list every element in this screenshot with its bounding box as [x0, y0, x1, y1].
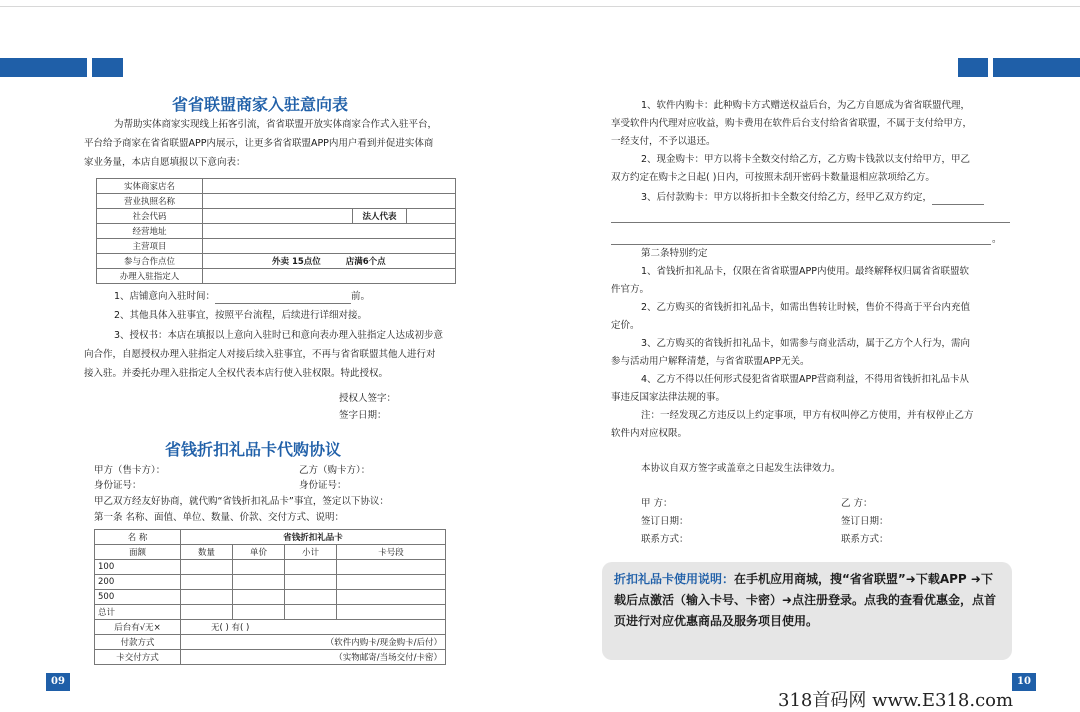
form-label: 主营项目	[97, 239, 203, 254]
legal-rep-label: 法人代表	[353, 209, 407, 224]
effective-clause: 本协议自双方签字或盖章之日起发生法律效力。	[641, 463, 841, 474]
special-term-3: 参与活动用户解释清楚，与省省联盟APP无关。	[611, 356, 810, 367]
usage-title: 折扣礼品卡使用说明：	[614, 572, 735, 586]
name-value: 省钱折扣礼品卡	[181, 530, 446, 545]
cell[interactable]	[233, 605, 285, 620]
signing-date-a: 签订日期：	[641, 516, 689, 527]
col-header: 卡号段	[337, 545, 446, 560]
total-label: 总计	[95, 605, 181, 620]
period: 。	[992, 234, 1002, 245]
usage-text: 在手机应用商城，搜“省省联盟”➜下载APP ➜下载后点激活（输入卡号、卡密）➜点注册登录。点我的查看优惠金，点首页进行对应优惠商品及服务项目使用。	[614, 572, 997, 628]
form-label: 社会代码	[97, 209, 203, 224]
payment-term-3-field[interactable]	[932, 192, 984, 205]
points-dine: 店满6个点	[345, 257, 386, 267]
payment-term-2: 2、现金购卡：甲方以将卡全数交付给乙方，乙方购卡钱款以支付给甲方，甲乙	[641, 154, 971, 165]
delivery-label: 卡交付方式	[95, 650, 181, 665]
form-label: 经营地址	[97, 224, 203, 239]
note: 注：一经发现乙方违反以上约定事项，甲方有权叫停乙方使用，并有权停止乙方	[641, 410, 974, 421]
backend-value[interactable]: 无( ) 有( )	[181, 620, 446, 635]
signature-party-a: 甲 方：	[641, 498, 673, 509]
form-field[interactable]	[203, 209, 353, 224]
amount: 500	[95, 590, 181, 605]
contact-a: 联系方式：	[641, 534, 689, 545]
entry-time-field[interactable]	[215, 291, 351, 304]
cooperation-points	[203, 254, 456, 269]
form-field[interactable]	[203, 239, 456, 254]
page-number-left: 09	[46, 673, 70, 691]
payment-term-1: 1、软件内购卡：此种购卡方式赠送权益后台，为乙方自愿成为省省联盟代理，	[641, 100, 971, 111]
form-field[interactable]	[203, 179, 456, 194]
signature-date: 签字日期：	[339, 410, 387, 421]
col-header: 单价	[233, 545, 285, 560]
item-1	[114, 291, 370, 304]
site-watermark: 318首码网 www.E318.com	[778, 690, 1014, 711]
payment-label: 付款方式	[95, 635, 181, 650]
cell[interactable]	[285, 590, 337, 605]
article-2: 第二条特别约定	[641, 248, 708, 259]
cell[interactable]	[337, 590, 446, 605]
special-term-1: 件官方。	[611, 284, 650, 295]
form-label: 办理入驻指定人	[97, 269, 203, 284]
header-bar-right	[993, 58, 1080, 77]
payment-term-1: 享受软件内代理对应收益，购卡费用在软件后台支付给省省联盟，不属于支付给甲方，	[611, 118, 973, 129]
form-field[interactable]	[203, 224, 456, 239]
contact-b: 联系方式：	[841, 534, 889, 545]
purchase-table	[94, 529, 446, 665]
id-b: 身份证号：	[299, 480, 347, 491]
page-number-right: 10	[1012, 673, 1036, 691]
form-field[interactable]	[407, 209, 456, 224]
special-term-4: 4、乙方不得以任何形式侵犯省省联盟APP营商利益，不得用省钱折扣礼品卡从	[641, 374, 970, 385]
table-row	[95, 560, 446, 575]
intro-line: 为帮助实体商家实现线上拓客引流，省省联盟开放实体商家合作式入驻平台，	[114, 119, 438, 130]
intro-line: 家业务量，本店自愿填报以下意向表：	[84, 157, 246, 168]
cell[interactable]	[337, 560, 446, 575]
cell[interactable]	[181, 575, 233, 590]
cell[interactable]	[233, 560, 285, 575]
agreement-intro: 甲乙双方经友好协商，就代购“省钱折扣礼品卡”事宜，签定以下协议：	[94, 496, 389, 507]
cell[interactable]	[285, 575, 337, 590]
col-header: 小计	[285, 545, 337, 560]
header-bar-left-small	[92, 58, 123, 77]
cell[interactable]	[181, 560, 233, 575]
cell[interactable]	[285, 560, 337, 575]
table-row	[95, 590, 446, 605]
special-term-3: 3、乙方购买的省钱折扣礼品卡，如需参与商业活动，属于乙方个人行为，需向	[641, 338, 971, 349]
intent-form-table	[96, 178, 456, 284]
cell[interactable]	[181, 590, 233, 605]
item-3-line: 向合作，自愿授权办理入驻指定人对接后续入驻事宜，不再与省省联盟其他人进行对	[84, 349, 436, 360]
payment-term-2: 双方约定在购卡之日起( )日内，可按照未刮开密码卡数量退相应款项给乙方。	[611, 172, 935, 183]
item-3-line: 3、授权书：本店在填报以上意向入驻时已和意向表办理入驻指定人达成初步意	[114, 330, 444, 341]
table-row	[95, 605, 446, 620]
blank-line	[611, 222, 1010, 223]
special-term-2: 定价。	[611, 320, 640, 331]
cell[interactable]	[337, 605, 446, 620]
agreement-title: 省钱折扣礼品卡代购协议	[165, 440, 342, 459]
cell[interactable]	[233, 575, 285, 590]
article-1: 第一条 名称、面值、单位、数量、价款、交付方式、说明：	[94, 512, 345, 523]
payment-term-3	[641, 192, 984, 205]
party-b: 乙方（购卡方）：	[299, 465, 371, 476]
form-field[interactable]	[203, 194, 456, 209]
cell[interactable]	[337, 575, 446, 590]
col-header: 数量	[181, 545, 233, 560]
special-term-4: 事违反国家法律法规的事。	[611, 392, 726, 403]
amount: 200	[95, 575, 181, 590]
payment-term-1: 一经支付，不予以退还。	[611, 136, 716, 147]
usage-instructions	[602, 562, 1012, 660]
blank-line	[611, 244, 991, 245]
note: 软件内对应权限。	[611, 428, 688, 439]
signing-date-b: 签订日期：	[841, 516, 889, 527]
header-bar-right-small	[958, 58, 988, 77]
intent-form-title: 省省联盟商家入驻意向表	[172, 95, 349, 114]
points-takeout: 外卖 15点位	[272, 257, 321, 267]
payment-value[interactable]: （软件内购卡/现金购卡/后付）	[181, 635, 446, 650]
backend-label: 后台有√无×	[95, 620, 181, 635]
item-2: 2、其他具体入驻事宜，按照平台流程，后续进行详细对接。	[114, 310, 368, 321]
intro-line: 平台给予商家在省省联盟APP内展示，让更多省省联盟APP内用户看到并促进实体商	[84, 138, 434, 149]
cell[interactable]	[285, 605, 337, 620]
form-label: 实体商家店名	[97, 179, 203, 194]
delivery-value[interactable]: （实物邮寄/当场交付/卡密）	[181, 650, 446, 665]
form-label: 参与合作点位	[97, 254, 203, 269]
table-row	[95, 575, 446, 590]
payment-term-3-text: 3、后付款购卡：甲方以将折扣卡全数交付给乙方，经甲乙双方约定，	[641, 192, 933, 203]
col-header: 面额	[95, 545, 181, 560]
signature-party-b: 乙 方：	[841, 498, 873, 509]
cell[interactable]	[181, 605, 233, 620]
amount: 100	[95, 560, 181, 575]
id-a: 身份证号：	[94, 480, 142, 491]
item-3-line: 接入驻。并委托办理入驻指定人全权代表本店行使入驻权限。特此授权。	[84, 368, 389, 379]
form-label: 营业执照名称	[97, 194, 203, 209]
top-rule	[0, 6, 1080, 7]
item-1-label: 1、店铺意向入驻时间：	[114, 291, 216, 302]
header-bar-left	[0, 58, 87, 77]
cell[interactable]	[233, 590, 285, 605]
special-term-1: 1、省钱折扣礼品卡，仅限在省省联盟APP内使用。最终解释权归属省省联盟软	[641, 266, 970, 277]
party-a: 甲方（售卡方）：	[94, 465, 166, 476]
auth-signature: 授权人签字：	[339, 393, 397, 404]
form-field[interactable]	[203, 269, 456, 284]
item-1-suffix: 前。	[351, 291, 371, 302]
special-term-2: 2、乙方购买的省钱折扣礼品卡，如需出售转让时候，售价不得高于平台内充值	[641, 302, 971, 313]
name-label: 名 称	[95, 530, 181, 545]
